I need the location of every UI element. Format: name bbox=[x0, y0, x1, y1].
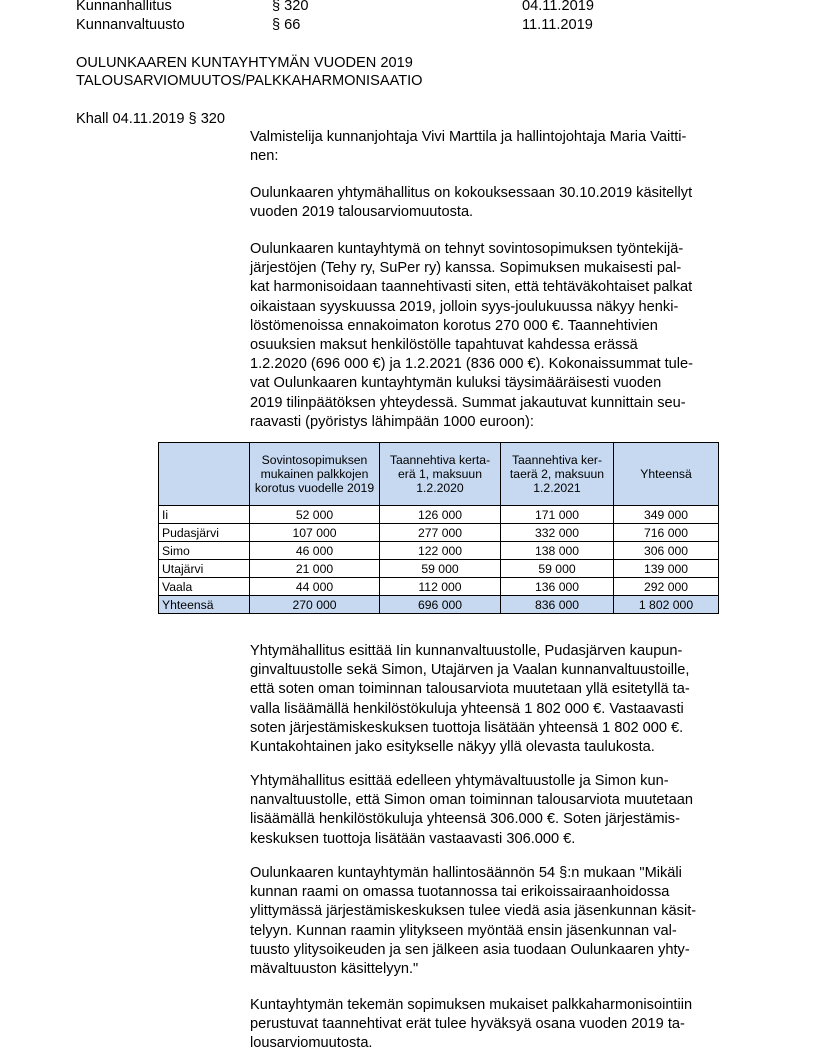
cell-installment-1: 696 000 bbox=[380, 596, 501, 614]
table-row bbox=[159, 578, 719, 596]
table-row bbox=[159, 524, 719, 542]
paragraph-proposal-simo: Yhtymähallitus esittää edelleen yhtymävaltuustolle ja Simon kun- nanvaltuustolle, että Simon oman toiminnan talousarviota muutetaan lisäämällä henkilöstökuluja yhteensä 306.000 €. Soten järjestämis- keskuksen tuottoja lisätään vastaavasti 306.000 €. bbox=[250, 773, 693, 847]
cell-installment-2: 136 000 bbox=[501, 578, 614, 596]
cell-total: 716 000 bbox=[614, 524, 719, 542]
cell-settlement: 44 000 bbox=[250, 578, 380, 596]
table-header-blank bbox=[159, 443, 250, 506]
table-header-installment-1: Taannehtiva kerta-erä 1, maksuun 1.2.2020 bbox=[380, 443, 501, 506]
table-header-installment-2: Taannehtiva ker-taerä 2, maksuun 1.2.2021 bbox=[501, 443, 614, 506]
municipality-name: Vaala bbox=[159, 578, 250, 596]
cell-installment-1: 122 000 bbox=[380, 542, 501, 560]
cell-total: 349 000 bbox=[614, 506, 719, 524]
allocation-table bbox=[158, 442, 719, 614]
meta-date-2: 11.11.2019 bbox=[522, 17, 593, 33]
meta-section-2: § 66 bbox=[272, 17, 301, 33]
meta-organ-1: Kunnanhallitus bbox=[76, 0, 172, 14]
cell-settlement: 21 000 bbox=[250, 560, 380, 578]
paragraph-conclusion: Kuntayhtymän tekemän sopimuksen mukaiset palkkaharmonisointiin perustuvat taannehtivat erät tulee hyväksyä osana vuoden 2019 ta- lousarviomuutosta. bbox=[250, 997, 693, 1052]
cell-installment-2: 171 000 bbox=[501, 506, 614, 524]
paragraph-administrative-rule: Oulunkaaren kuntayhtymän hallintosäännön 54 §:n mukaan "Mikäli kunnan raami on omassa tuotannossa tai erikoissairaanhoidossa ylittymässä järjestämiskeskuksen tulee viedä asia jäsenkunnan käsit- telyyn. Kunnan raamin ylitykseen myöntää ensin jäsenkunnan val- tuusto ylitysoikeuden ja sen jälkeen asia tuodaan Oulunkaaren yhty- mävaltuuston käsittelyyn." bbox=[250, 865, 697, 978]
cell-installment-2: 332 000 bbox=[501, 524, 614, 542]
cell-total: 1 802 000 bbox=[614, 596, 719, 614]
document-title-line-1: OULUNKAAREN KUNTAYHTYMÄN VUODEN 2019 bbox=[76, 55, 413, 71]
cell-installment-1: 59 000 bbox=[380, 560, 501, 578]
table-header-settlement: Sovintosopimuksen mukainen palkkojen korotus vuodelle 2019 bbox=[250, 443, 380, 506]
table-header-row bbox=[159, 443, 719, 506]
cell-installment-2: 59 000 bbox=[501, 560, 614, 578]
table-row bbox=[159, 560, 719, 578]
municipality-name: Simo bbox=[159, 542, 250, 560]
table-row bbox=[159, 506, 719, 524]
table-row bbox=[159, 542, 719, 560]
cell-settlement: 270 000 bbox=[250, 596, 380, 614]
municipality-name: Pudasjärvi bbox=[159, 524, 250, 542]
cell-installment-2: 138 000 bbox=[501, 542, 614, 560]
document-title-line-2: TALOUSARVIOMUUTOS/PALKKAHARMONISAATIO bbox=[76, 73, 423, 89]
meta-date-1: 04.11.2019 bbox=[522, 0, 594, 14]
cell-installment-2: 836 000 bbox=[501, 596, 614, 614]
municipality-name: Ii bbox=[159, 506, 250, 524]
meta-organ-2: Kunnanvaltuusto bbox=[76, 17, 185, 33]
cell-installment-1: 112 000 bbox=[380, 578, 501, 596]
table-total-row bbox=[159, 596, 719, 614]
reference-label: Khall 04.11.2019 § 320 bbox=[76, 111, 226, 127]
total-label: Yhteensä bbox=[159, 596, 250, 614]
paragraph-intro: Oulunkaaren yhtymähallitus on kokouksessaan 30.10.2019 käsitellyt vuoden 2019 talousarviomuutosta. bbox=[250, 185, 693, 221]
cell-settlement: 46 000 bbox=[250, 542, 380, 560]
municipality-name: Utajärvi bbox=[159, 560, 250, 578]
paragraph-proposal-municipalities: Yhtymähallitus esittää Iin kunnanvaltuustolle, Pudasjärven kaupun- ginvaltuustolle sekä Simon, Utajärven ja Vaalan kunnanvaltuustoille, että soten oman toiminnan talousarviota muutetaan yllä esitetyllä ta- valla lisäämällä henkilöstökuluja yhteensä 1 802 000 €. Vastaavasti soten järjestämiskeskuksen tuottoja lisätään yhteensä 1 802 000 €. Kuntakohtainen jako esitykselle näkyy yllä olevasta taulukosta. bbox=[250, 643, 690, 756]
paragraph-preparer: Valmistelija kunnanjohtaja Vivi Marttila ja hallintojohtaja Maria Vaitti- nen: bbox=[250, 129, 687, 165]
cell-installment-1: 277 000 bbox=[380, 524, 501, 542]
table-header-total: Yhteensä bbox=[614, 443, 719, 506]
cell-total: 292 000 bbox=[614, 578, 719, 596]
cell-total: 306 000 bbox=[614, 542, 719, 560]
meta-section-1: § 320 bbox=[272, 0, 309, 14]
cell-settlement: 107 000 bbox=[250, 524, 380, 542]
cell-installment-1: 126 000 bbox=[380, 506, 501, 524]
cell-total: 139 000 bbox=[614, 560, 719, 578]
paragraph-agreement: Oulunkaaren kuntayhtymä on tehnyt sovintosopimuksen työntekijä- järjestöjen (Tehy ry, SuPer ry) kanssa. Sopimuksen mukaisesti pal- kat harmonisoidaan taannehtivasti siten, että tehtäväkohtaiset palkat oikaistaan syyskuussa 2019, jolloin syys-joulukuussa näkyy henki- löstömenoissa ennakoimaton korotus 270 000 €. Taannehtivien osuuksien maksut henkilöstölle tapahtuvat kahdessa erässä 1.2.2020 (696 000 €) ja 1.2.2021 (836 000 €). Kokonaissummat tule- vat Oulunkaaren kuntayhtymän kuluksi täysimääräisesti vuoden 2019 tilinpäätöksen yhteydessä. Summat jakautuvat kunnittain seu- raavasti (pyöristys lähimpään 1000 euroon): bbox=[250, 241, 693, 430]
cell-settlement: 52 000 bbox=[250, 506, 380, 524]
